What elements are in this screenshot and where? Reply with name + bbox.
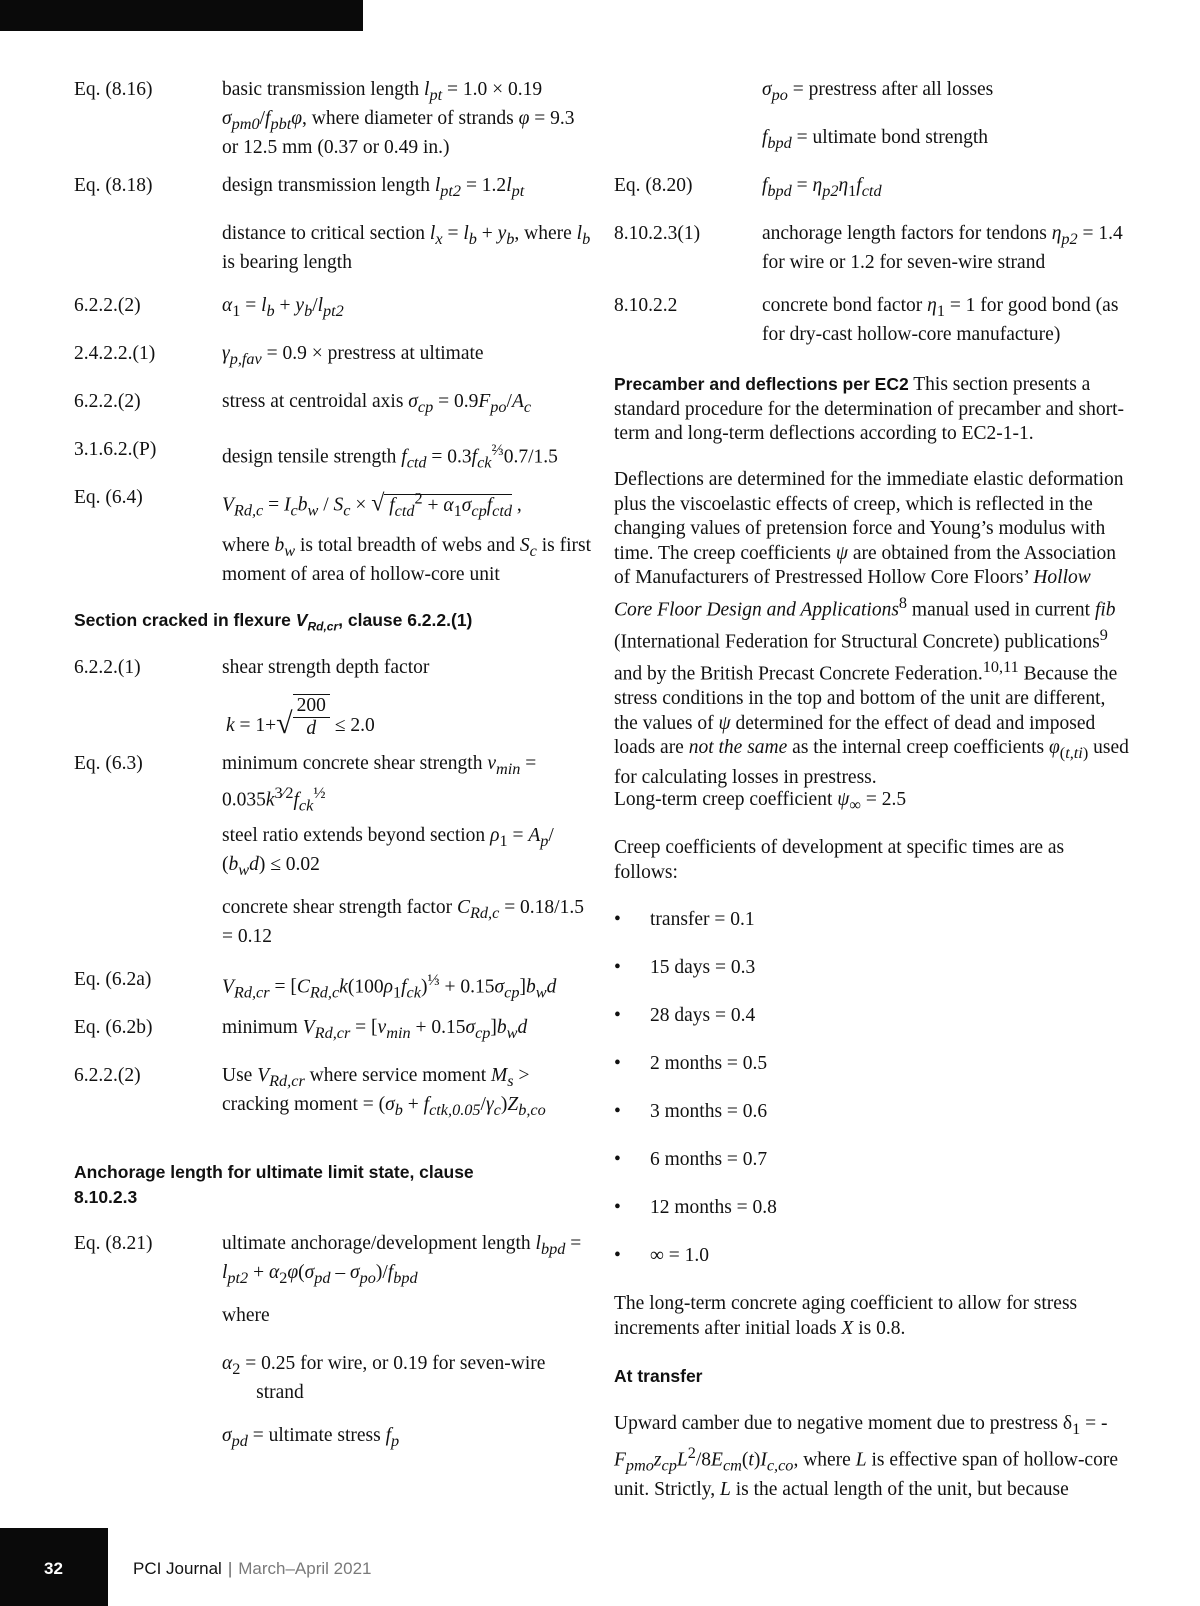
eq-row	[74, 1064, 594, 1160]
eq-ref: 6.2.2.(2)	[74, 391, 141, 412]
eq-text: $f_{bpd} = \eta_{p2}\eta_1f_{ctd}$	[762, 175, 882, 200]
creep-list	[614, 908, 1129, 1268]
eq-ref: Eq. (6.2b)	[74, 1017, 153, 1038]
eq-row	[74, 342, 594, 390]
eq-text: concrete shear strength factor $C_{Rd,c} = 0.18/1.5 = 0.12$	[222, 897, 584, 947]
longterm-creep: Long-term creep coefficient $\psi_\infty = 2.5$	[614, 789, 907, 814]
eq-row	[74, 968, 594, 1016]
eq-row	[74, 174, 594, 222]
list-item: • 3 months = 0.6	[614, 1101, 768, 1122]
precamber-text: This section presents a standard procedure for the determination of precamber and short-term and long-term deflections according to EC2-1-1.	[614, 374, 1125, 445]
eq-ref: 6.2.2.(2)	[74, 1065, 141, 1086]
eq-text: Use $V_{Rd,cr}$ where service moment $M_s$ > cracking moment = $(\sigma_b + f_{ctk,0.05}/\gamma_c)Z_{b,co}$	[222, 1065, 546, 1119]
eq-ref: 8.10.2.2	[614, 295, 678, 316]
eq-text: $V_{Rd,cr} = [C_{Rd,c}k(100\rho_1f_{ck})^{\frac{1}{3}} + 0.15\sigma_{cp}]b_wd$	[222, 971, 557, 1002]
eq-text: $\sigma_{pd}$ = ultimate stress $f_p$	[222, 1425, 400, 1450]
eq-row	[74, 390, 594, 438]
eq-ref: Eq. (8.18)	[74, 175, 153, 196]
eq-row	[614, 174, 1129, 222]
list-item: • transfer = 0.1	[614, 909, 755, 930]
eq-text: concrete bond factor $\eta_1 = 1$ for good bond (as for dry-cast hollow-core manufacture)	[762, 295, 1119, 345]
section-heading: Section cracked in flexure $V_{Rd,cr}$, clause 6.2.2.(1)	[74, 610, 473, 634]
aging-paragraph: The long-term concrete aging coefficient to allow for stress increments after initial loads X is 0.8.	[614, 1293, 1078, 1339]
eq-row	[614, 294, 1129, 372]
eq-text: design transmission length $l_{pt2} = 1.2l_{pt}$	[222, 175, 525, 200]
eq-row	[74, 694, 594, 752]
eq-text: $\alpha_1 = l_b + y_b/l_{pt2}$	[222, 295, 344, 320]
list-item: • 2 months = 0.5	[614, 1053, 768, 1074]
eq-row	[614, 126, 1129, 174]
eq-ref: Eq. (6.2a)	[74, 969, 152, 990]
eq-text: ultimate anchorage/development length $l_{bpd} = l_{pt2} + \alpha_2\varphi(\sigma_{pd} - \sigma_{po})/f_{bpd}$	[222, 1233, 582, 1287]
precamber-heading: Precamber and deflections per EC2	[614, 374, 909, 394]
eq-row	[74, 222, 594, 294]
eq-ref: 6.2.2.(1)	[74, 657, 141, 678]
eq-text: where $b_w$ is total breadth of webs and $S_c$ is first moment of area of hollow-core unit	[222, 535, 591, 585]
eq-ref: Eq. (8.21)	[74, 1233, 153, 1254]
eq-row	[74, 1424, 594, 1472]
eq-text: where	[222, 1305, 270, 1326]
eq-row	[74, 752, 594, 824]
page-number: 32	[44, 1559, 63, 1578]
eq-text: $f_{bpd}$ = ultimate bond strength	[762, 127, 989, 152]
eq-row	[74, 824, 594, 896]
eq-ref: 6.2.2.(2)	[74, 295, 141, 316]
eq-text: minimum $V_{Rd,cr} = [v_{min} + 0.15\sigma_{cp}]b_wd$	[222, 1017, 528, 1042]
precamber-paragraph	[614, 372, 1129, 468]
eq-text: shear strength depth factor	[222, 657, 430, 678]
eq-text: $V_{Rd,c} = I_cb_w / S_c$ × √ $f_{ctd}^2 + \alpha_1\sigma_{cp}f_{ctd}$ ,	[222, 489, 522, 520]
eq-row	[74, 1304, 594, 1352]
eq-row	[74, 534, 594, 608]
list-item: • 6 months = 0.7	[614, 1149, 768, 1170]
eq-text: k = 1+√ $\frac{200}{d}$ ≤ 2.0	[226, 695, 375, 741]
eq-row	[74, 1352, 594, 1424]
eq-ref: Eq. (8.20)	[614, 175, 693, 196]
list-item: • 15 days = 0.3	[614, 957, 756, 978]
eq-text: basic transmission length $l_{pt} = 1.0 \times 0.19$ $\sigma_{pm0}/f_{pbt}\varphi$, where diameter of strands φ = 9.3 or 12.5 mm (0.37 or 0.49 in.)	[222, 79, 575, 158]
list-item: • 12 months = 0.8	[614, 1197, 777, 1218]
transfer-paragraph: Upward camber due to negative moment due to prestress $\delta_1 = -F_{pmo}z_{cp}L^2/8E_{cm}(t)I_{c,co}$, where L is effective span of hollow-core unit. Strictly, L is the actual length of the unit, but because	[614, 1413, 1118, 1501]
right-column	[614, 78, 1129, 1503]
eq-text: $\sigma_{po}$ = prestress after all losses	[762, 79, 994, 104]
section-heading: Anchorage length for ultimate limit state, clause 8.10.2.3	[74, 1162, 474, 1207]
eq-ref: 2.4.2.2.(1)	[74, 343, 156, 364]
eq-text: design tensile strength $f_{ctd} = 0.3f_{ck}^{\frac{2}{3}}0.7/1.5$	[222, 441, 558, 472]
eq-text: stress at centroidal axis $\sigma_{cp} = 0.9F_{po}/A_c$	[222, 391, 532, 416]
footer-journal	[133, 1559, 372, 1579]
eq-text: minimum concrete shear strength $v_{min} = 0.035k^{3⁄2}f_{ck}^{\frac{1}{2}}$	[222, 753, 537, 815]
footer-separator: |	[227, 1559, 233, 1578]
eq-text: $\gamma_{p,fav} = 0.9$ × prestress at ultimate	[222, 343, 484, 368]
transfer-heading: At transfer	[614, 1366, 703, 1386]
eq-row	[74, 656, 594, 694]
eq-ref: Eq. (6.3)	[74, 753, 143, 774]
eq-row	[74, 78, 594, 174]
eq-ref: 3.1.6.2.(P)	[74, 439, 157, 460]
eq-row	[614, 78, 1129, 126]
journal-name: PCI Journal	[133, 1559, 222, 1578]
eq-row	[74, 896, 594, 968]
deflections-paragraph: Deflections are determined for the immediate elastic deformation plus the viscoelastic effects of creep, which is reflected in the changing values of pretension force and Young’s modulus with time. The creep coefficients ψ are obtained from the Association of Manufacturers of Prestressed Hollow Core Floors’ Hollow Core Floor Design and Applications$^8$ manual used in current fib (International Federation for Structural Concrete) publications$^9$ and by the British Precast Concrete Federation.$^{10,11}$ Because the stress conditions in the top and bottom of the unit are different, the values of ψ determined for the effect of dead and imposed loads are not the same as the internal creep coefficients $\varphi_{(t,ti)}$ used for calculating losses in prestress.	[614, 469, 1129, 788]
list-item: • ∞ = 1.0	[614, 1245, 710, 1266]
eq-text: distance to critical section $l_x = l_b + y_b$, where $l_b$ is bearing length	[222, 223, 591, 273]
eq-row	[74, 1232, 594, 1304]
top-bar	[0, 0, 363, 31]
eq-ref: Eq. (8.16)	[74, 79, 153, 100]
eq-ref: Eq. (6.4)	[74, 487, 143, 508]
list-item: • 28 days = 0.4	[614, 1005, 756, 1026]
issue-date: March–April 2021	[238, 1559, 372, 1578]
eq-row	[74, 438, 594, 486]
eq-row	[74, 1016, 594, 1064]
eq-text: $\alpha_2 = 0.25$ for wire, or 0.19 for seven-wire strand	[222, 1353, 546, 1403]
eq-row	[614, 222, 1129, 294]
eq-ref: 8.10.2.3(1)	[614, 223, 701, 244]
left-column	[74, 78, 594, 1472]
creep-intro: Creep coefficients of development at specific times are as follows:	[614, 837, 1065, 883]
eq-row	[74, 486, 594, 534]
eq-text: steel ratio extends beyond section $\rho_1 = A_p/$ $(b_wd) \le 0.02$	[222, 825, 554, 879]
eq-text: anchorage length factors for tendons $\eta_{p2} = 1.4$ for wire or 1.2 for seven-wire strand	[762, 223, 1123, 273]
eq-row	[74, 294, 594, 342]
